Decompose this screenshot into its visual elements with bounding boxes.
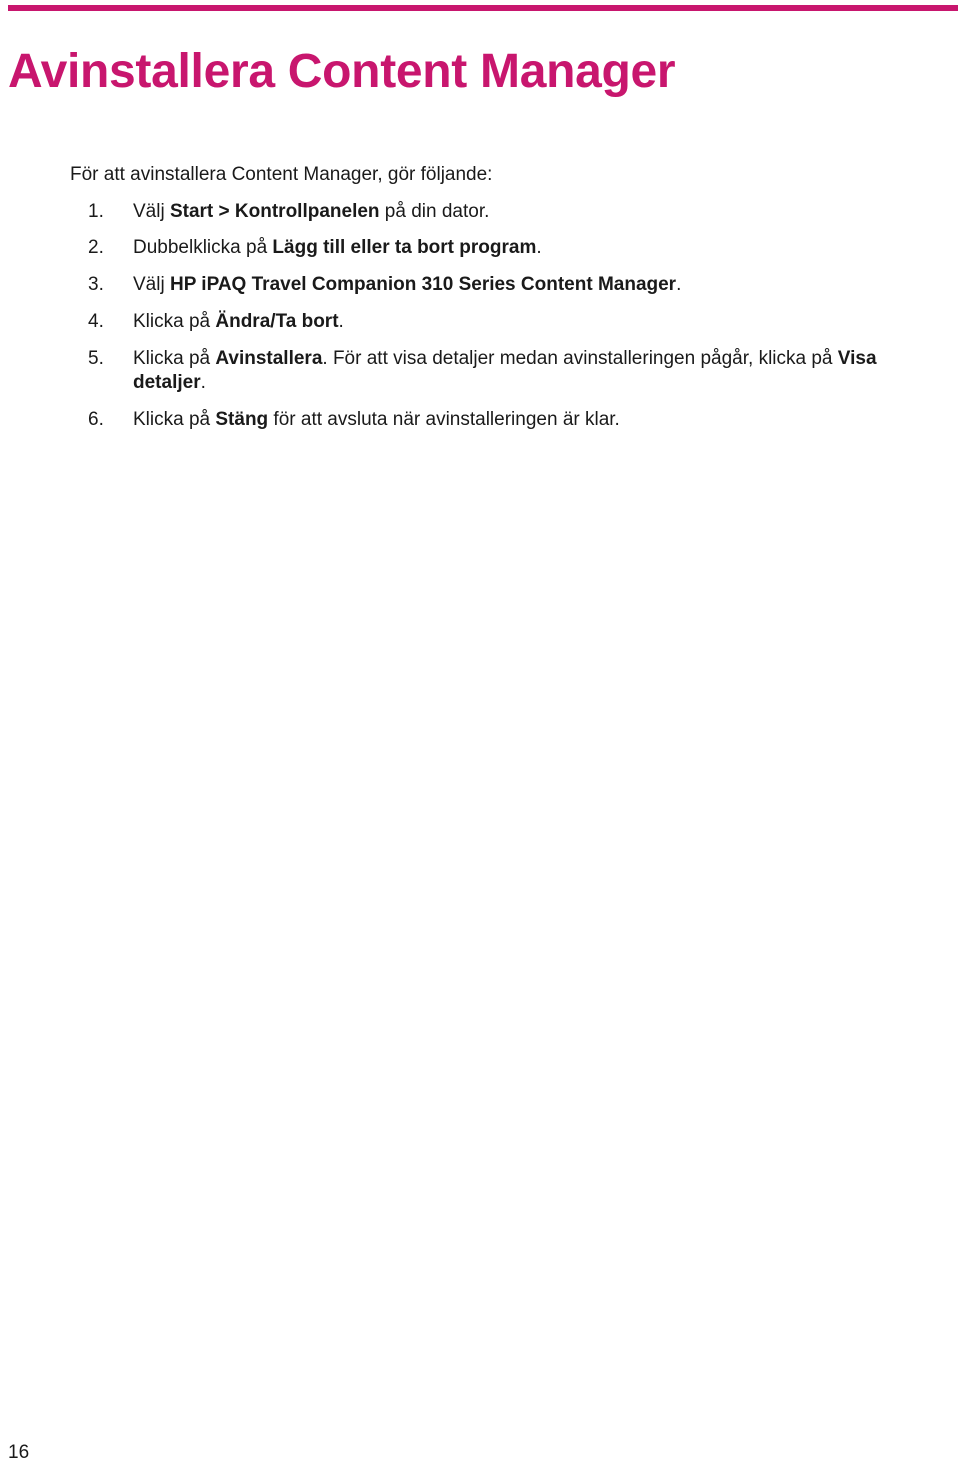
step-text-part: .	[338, 311, 344, 332]
step-number: 5.	[88, 348, 104, 369]
top-rule	[8, 5, 958, 11]
step-text-part: Klicka på	[133, 409, 216, 430]
step-text-part: Välj	[133, 201, 170, 222]
step-number: 4.	[88, 311, 104, 332]
step-text-part: Klicka på	[133, 348, 216, 369]
step-text-bold: Start > Kontrollpanelen	[169, 201, 380, 222]
step-number: 6.	[88, 409, 104, 430]
step-text	[133, 310, 918, 334]
step-text	[133, 408, 918, 432]
step-item	[88, 236, 918, 260]
step-text-bold: HP iPAQ Travel Companion 310 Series Content Manager	[169, 274, 677, 295]
step-item	[88, 310, 918, 334]
step-text-bold: Lägg till eller ta bort program	[272, 237, 537, 258]
step-text-bold: Avinstallera	[215, 348, 323, 369]
intro-text: För att avinstallera Content Manager, gör följande:	[70, 164, 493, 185]
step-text-bold: Visa detaljer	[133, 348, 877, 393]
step-text-part: Klicka på	[133, 311, 216, 332]
step-text	[133, 200, 918, 224]
step-text-bold: Ändra/Ta bort	[215, 311, 339, 332]
step-text-part: Välj	[133, 274, 170, 295]
step-text-part: . För att visa detaljer medan avinstalleringen pågår, klicka på	[322, 348, 838, 369]
step-text	[133, 347, 918, 395]
step-item	[88, 200, 918, 224]
step-text-part: .	[200, 372, 206, 393]
step-text	[133, 236, 918, 260]
step-text-part: Dubbelklicka på	[133, 237, 273, 258]
step-number: 1.	[88, 201, 104, 222]
step-number: 2.	[88, 237, 104, 258]
step-text-bold: Stäng	[215, 409, 269, 430]
step-text-part: för att avsluta när avinstalleringen är klar.	[268, 409, 620, 430]
step-text-part: .	[676, 274, 682, 295]
page-title: Avinstallera Content Manager	[8, 45, 676, 98]
step-text-part: på din dator.	[379, 201, 490, 222]
step-item	[88, 347, 918, 395]
step-text	[133, 273, 918, 297]
step-item	[88, 273, 918, 297]
step-text-part: .	[536, 237, 542, 258]
step-number: 3.	[88, 274, 104, 295]
step-item	[88, 408, 918, 432]
page-number: 16	[8, 1442, 30, 1463]
